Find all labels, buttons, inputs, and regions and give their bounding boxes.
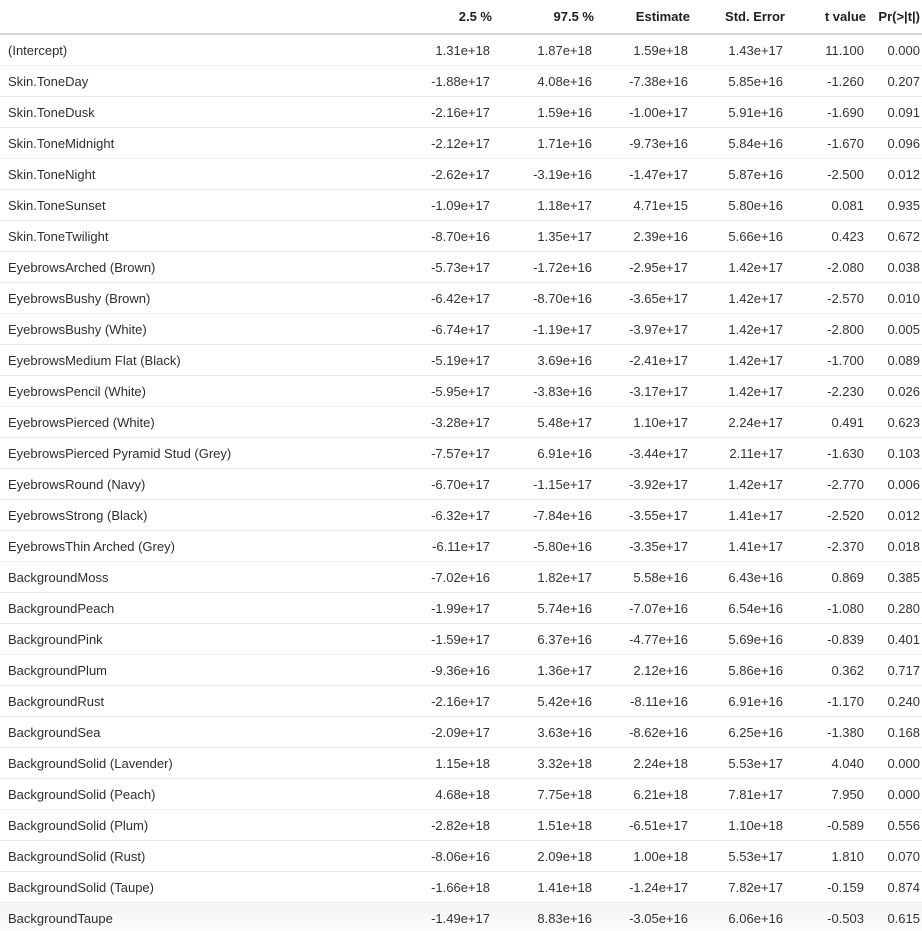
cell-estimate: 2.12e+16	[594, 655, 690, 686]
cell-t-value: -0.589	[785, 810, 866, 841]
cell-t-value: 0.869	[785, 562, 866, 593]
table-row[interactable]	[0, 66, 922, 97]
table-row[interactable]	[0, 779, 922, 810]
cell-ci-lower: -8.06e+16	[404, 841, 492, 872]
cell-p-value: 0.615	[866, 903, 922, 931]
cell-p-value: 0.000	[866, 748, 922, 779]
cell-estimate: -9.73e+16	[594, 128, 690, 159]
cell-ci-lower: -1.66e+18	[404, 872, 492, 903]
cell-p-value: 0.935	[866, 190, 922, 221]
table-row[interactable]	[0, 221, 922, 252]
cell-ci-upper: 6.37e+16	[492, 624, 594, 655]
cell-ci-lower: -1.59e+17	[404, 624, 492, 655]
table-row[interactable]	[0, 376, 922, 407]
cell-ci-lower: -5.19e+17	[404, 345, 492, 376]
table-row[interactable]	[0, 159, 922, 190]
cell-p-value: 0.207	[866, 66, 922, 97]
cell-t-value: 7.950	[785, 779, 866, 810]
cell-std-error: 5.91e+16	[690, 97, 785, 128]
cell-t-value: 0.423	[785, 221, 866, 252]
cell-t-value: 11.100	[785, 34, 866, 66]
cell-t-value: 0.362	[785, 655, 866, 686]
cell-ci-lower: -6.74e+17	[404, 314, 492, 345]
cell-std-error: 6.91e+16	[690, 686, 785, 717]
table-row[interactable]	[0, 345, 922, 376]
cell-estimate: 1.10e+17	[594, 407, 690, 438]
cell-p-value: 0.012	[866, 159, 922, 190]
cell-ci-lower: -1.88e+17	[404, 66, 492, 97]
cell-estimate: 1.59e+18	[594, 34, 690, 66]
cell-term: Skin.ToneNight	[0, 159, 404, 190]
table-row[interactable]	[0, 407, 922, 438]
cell-term: EyebrowsArched (Brown)	[0, 252, 404, 283]
cell-estimate: -7.07e+16	[594, 593, 690, 624]
cell-std-error: 1.42e+17	[690, 283, 785, 314]
cell-estimate: 2.39e+16	[594, 221, 690, 252]
cell-term: BackgroundTaupe	[0, 903, 404, 931]
cell-ci-lower: 4.68e+18	[404, 779, 492, 810]
cell-estimate: 5.58e+16	[594, 562, 690, 593]
cell-std-error: 5.86e+16	[690, 655, 785, 686]
cell-estimate: -2.41e+17	[594, 345, 690, 376]
cell-p-value: 0.385	[866, 562, 922, 593]
cell-t-value: -0.159	[785, 872, 866, 903]
cell-std-error: 1.41e+17	[690, 531, 785, 562]
cell-ci-upper: 1.82e+17	[492, 562, 594, 593]
cell-ci-lower: 1.15e+18	[404, 748, 492, 779]
cell-term: (Intercept)	[0, 34, 404, 66]
cell-ci-lower: -8.70e+16	[404, 221, 492, 252]
cell-estimate: 6.21e+18	[594, 779, 690, 810]
cell-std-error: 5.53e+17	[690, 841, 785, 872]
column-header-ci-lower[interactable]: 2.5 %	[404, 0, 492, 34]
cell-term: EyebrowsThin Arched (Grey)	[0, 531, 404, 562]
cell-p-value: 0.010	[866, 283, 922, 314]
cell-std-error: 5.69e+16	[690, 624, 785, 655]
cell-p-value: 0.006	[866, 469, 922, 500]
cell-estimate: -3.65e+17	[594, 283, 690, 314]
cell-ci-upper: 4.08e+16	[492, 66, 594, 97]
cell-std-error: 1.43e+17	[690, 34, 785, 66]
cell-term: BackgroundRust	[0, 686, 404, 717]
cell-ci-upper: 3.69e+16	[492, 345, 594, 376]
cell-std-error: 2.24e+17	[690, 407, 785, 438]
cell-term: EyebrowsRound (Navy)	[0, 469, 404, 500]
table-row[interactable]	[0, 748, 922, 779]
cell-estimate: 1.00e+18	[594, 841, 690, 872]
cell-p-value: 0.717	[866, 655, 922, 686]
cell-ci-upper: 1.35e+17	[492, 221, 594, 252]
cell-term: BackgroundMoss	[0, 562, 404, 593]
cell-ci-lower: -3.28e+17	[404, 407, 492, 438]
cell-p-value: 0.874	[866, 872, 922, 903]
cell-t-value: -1.170	[785, 686, 866, 717]
table-row[interactable]	[0, 34, 922, 66]
cell-estimate: -4.77e+16	[594, 624, 690, 655]
cell-std-error: 5.53e+17	[690, 748, 785, 779]
cell-ci-lower: -2.62e+17	[404, 159, 492, 190]
cell-std-error: 1.42e+17	[690, 376, 785, 407]
cell-ci-lower: -2.16e+17	[404, 686, 492, 717]
cell-std-error: 6.54e+16	[690, 593, 785, 624]
cell-ci-upper: -1.72e+16	[492, 252, 594, 283]
table-row[interactable]	[0, 283, 922, 314]
cell-t-value: 0.491	[785, 407, 866, 438]
cell-estimate: 2.24e+18	[594, 748, 690, 779]
table-row[interactable]	[0, 562, 922, 593]
cell-ci-lower: -2.09e+17	[404, 717, 492, 748]
cell-p-value: 0.401	[866, 624, 922, 655]
column-header-term[interactable]	[0, 0, 404, 34]
column-header-ci-upper[interactable]: 97.5 %	[492, 0, 594, 34]
cell-std-error: 2.11e+17	[690, 438, 785, 469]
cell-ci-lower: -9.36e+16	[404, 655, 492, 686]
cell-estimate: -1.24e+17	[594, 872, 690, 903]
cell-t-value: -2.570	[785, 283, 866, 314]
cell-p-value: 0.556	[866, 810, 922, 841]
cell-ci-lower: -6.11e+17	[404, 531, 492, 562]
cell-p-value: 0.280	[866, 593, 922, 624]
cell-ci-upper: 5.42e+16	[492, 686, 594, 717]
cell-t-value: -2.080	[785, 252, 866, 283]
cell-p-value: 0.012	[866, 500, 922, 531]
cell-term: BackgroundSolid (Peach)	[0, 779, 404, 810]
cell-ci-lower: -6.32e+17	[404, 500, 492, 531]
cell-ci-upper: 1.41e+18	[492, 872, 594, 903]
column-header-std-error[interactable]: Std. Error	[690, 0, 785, 34]
cell-p-value: 0.038	[866, 252, 922, 283]
table-body	[0, 34, 922, 931]
table-row[interactable]	[0, 500, 922, 531]
cell-term: EyebrowsMedium Flat (Black)	[0, 345, 404, 376]
cell-std-error: 1.42e+17	[690, 252, 785, 283]
table-header-row	[0, 0, 922, 34]
table-row[interactable]	[0, 717, 922, 748]
cell-estimate: -3.17e+17	[594, 376, 690, 407]
cell-estimate: -3.92e+17	[594, 469, 690, 500]
cell-p-value: 0.168	[866, 717, 922, 748]
cell-p-value: 0.103	[866, 438, 922, 469]
cell-p-value: 0.089	[866, 345, 922, 376]
cell-t-value: 4.040	[785, 748, 866, 779]
cell-term: EyebrowsStrong (Black)	[0, 500, 404, 531]
cell-estimate: -6.51e+17	[594, 810, 690, 841]
cell-ci-upper: 1.36e+17	[492, 655, 594, 686]
cell-t-value: -0.839	[785, 624, 866, 655]
cell-p-value: 0.672	[866, 221, 922, 252]
cell-t-value: -1.670	[785, 128, 866, 159]
cell-ci-upper: 1.18e+17	[492, 190, 594, 221]
cell-ci-upper: 2.09e+18	[492, 841, 594, 872]
cell-ci-lower: -5.95e+17	[404, 376, 492, 407]
cell-ci-upper: 3.63e+16	[492, 717, 594, 748]
cell-std-error: 1.41e+17	[690, 500, 785, 531]
cell-term: BackgroundPlum	[0, 655, 404, 686]
cell-t-value: -0.503	[785, 903, 866, 931]
cell-std-error: 5.66e+16	[690, 221, 785, 252]
cell-ci-upper: 1.59e+16	[492, 97, 594, 128]
cell-t-value: -1.690	[785, 97, 866, 128]
table-row[interactable]	[0, 810, 922, 841]
cell-term: BackgroundPink	[0, 624, 404, 655]
cell-t-value: 1.810	[785, 841, 866, 872]
cell-ci-lower: -2.82e+18	[404, 810, 492, 841]
cell-p-value: 0.005	[866, 314, 922, 345]
cell-p-value: 0.000	[866, 34, 922, 66]
cell-term: EyebrowsPierced Pyramid Stud (Grey)	[0, 438, 404, 469]
cell-term: BackgroundSolid (Rust)	[0, 841, 404, 872]
cell-std-error: 1.42e+17	[690, 345, 785, 376]
cell-term: BackgroundSolid (Plum)	[0, 810, 404, 841]
cell-ci-upper: -3.83e+16	[492, 376, 594, 407]
cell-std-error: 1.42e+17	[690, 314, 785, 345]
table-row[interactable]	[0, 314, 922, 345]
column-header-estimate[interactable]: Estimate	[594, 0, 690, 34]
table-row[interactable]	[0, 128, 922, 159]
cell-ci-upper: -8.70e+16	[492, 283, 594, 314]
table-row[interactable]	[0, 903, 922, 931]
cell-ci-lower: -7.57e+17	[404, 438, 492, 469]
column-header-t-value[interactable]: t value	[785, 0, 866, 34]
cell-t-value: -2.500	[785, 159, 866, 190]
cell-estimate: -8.62e+16	[594, 717, 690, 748]
cell-estimate: -3.55e+17	[594, 500, 690, 531]
cell-p-value: 0.018	[866, 531, 922, 562]
cell-ci-lower: -6.42e+17	[404, 283, 492, 314]
cell-estimate: 4.71e+15	[594, 190, 690, 221]
cell-t-value: -1.700	[785, 345, 866, 376]
table-row[interactable]	[0, 469, 922, 500]
cell-estimate: -3.35e+17	[594, 531, 690, 562]
cell-p-value: 0.096	[866, 128, 922, 159]
cell-ci-lower: -5.73e+17	[404, 252, 492, 283]
cell-std-error: 6.43e+16	[690, 562, 785, 593]
cell-std-error: 7.82e+17	[690, 872, 785, 903]
cell-t-value: -2.230	[785, 376, 866, 407]
table-row[interactable]	[0, 438, 922, 469]
cell-t-value: -1.630	[785, 438, 866, 469]
cell-t-value: -1.260	[785, 66, 866, 97]
cell-std-error: 7.81e+17	[690, 779, 785, 810]
table-row[interactable]	[0, 841, 922, 872]
table-row[interactable]	[0, 624, 922, 655]
cell-p-value: 0.000	[866, 779, 922, 810]
table-row[interactable]	[0, 97, 922, 128]
cell-ci-lower: -6.70e+17	[404, 469, 492, 500]
cell-ci-upper: 3.32e+18	[492, 748, 594, 779]
cell-term: Skin.ToneSunset	[0, 190, 404, 221]
cell-t-value: -1.380	[785, 717, 866, 748]
cell-ci-lower: -1.09e+17	[404, 190, 492, 221]
cell-t-value: 0.081	[785, 190, 866, 221]
cell-estimate: -1.47e+17	[594, 159, 690, 190]
cell-p-value: 0.091	[866, 97, 922, 128]
cell-term: EyebrowsPencil (White)	[0, 376, 404, 407]
cell-estimate: -2.95e+17	[594, 252, 690, 283]
cell-std-error: 5.84e+16	[690, 128, 785, 159]
cell-estimate: -7.38e+16	[594, 66, 690, 97]
cell-ci-lower: -1.99e+17	[404, 593, 492, 624]
cell-term: EyebrowsBushy (White)	[0, 314, 404, 345]
cell-ci-upper: 1.71e+16	[492, 128, 594, 159]
cell-ci-upper: -1.19e+17	[492, 314, 594, 345]
cell-t-value: -2.520	[785, 500, 866, 531]
table-header	[0, 0, 922, 34]
cell-ci-upper: 7.75e+18	[492, 779, 594, 810]
cell-term: Skin.ToneTwilight	[0, 221, 404, 252]
table-row[interactable]	[0, 686, 922, 717]
cell-ci-lower: -1.49e+17	[404, 903, 492, 931]
cell-ci-upper: 1.51e+18	[492, 810, 594, 841]
cell-term: BackgroundSolid (Taupe)	[0, 872, 404, 903]
cell-std-error: 5.85e+16	[690, 66, 785, 97]
cell-p-value: 0.070	[866, 841, 922, 872]
cell-ci-upper: -3.19e+16	[492, 159, 594, 190]
table-row[interactable]	[0, 872, 922, 903]
table-row[interactable]	[0, 190, 922, 221]
table-row[interactable]	[0, 531, 922, 562]
table-row[interactable]	[0, 252, 922, 283]
cell-ci-upper: -7.84e+16	[492, 500, 594, 531]
cell-term: BackgroundSolid (Lavender)	[0, 748, 404, 779]
cell-term: BackgroundSea	[0, 717, 404, 748]
cell-std-error: 1.42e+17	[690, 469, 785, 500]
cell-std-error: 5.87e+16	[690, 159, 785, 190]
cell-t-value: -2.770	[785, 469, 866, 500]
cell-ci-lower: -2.16e+17	[404, 97, 492, 128]
cell-p-value: 0.026	[866, 376, 922, 407]
column-header-p-value[interactable]: Pr(>|t|)	[866, 0, 922, 34]
cell-ci-upper: 1.87e+18	[492, 34, 594, 66]
cell-ci-upper: 5.48e+17	[492, 407, 594, 438]
table-row[interactable]	[0, 593, 922, 624]
cell-std-error: 5.80e+16	[690, 190, 785, 221]
cell-estimate: -3.44e+17	[594, 438, 690, 469]
cell-term: BackgroundPeach	[0, 593, 404, 624]
cell-std-error: 6.25e+16	[690, 717, 785, 748]
cell-term: Skin.ToneDay	[0, 66, 404, 97]
cell-term: Skin.ToneDusk	[0, 97, 404, 128]
cell-estimate: -3.05e+16	[594, 903, 690, 931]
cell-p-value: 0.240	[866, 686, 922, 717]
cell-term: Skin.ToneMidnight	[0, 128, 404, 159]
cell-estimate: -3.97e+17	[594, 314, 690, 345]
table-row[interactable]	[0, 655, 922, 686]
cell-estimate: -8.11e+16	[594, 686, 690, 717]
cell-term: EyebrowsPierced (White)	[0, 407, 404, 438]
cell-ci-upper: 8.83e+16	[492, 903, 594, 931]
cell-ci-lower: 1.31e+18	[404, 34, 492, 66]
cell-t-value: -1.080	[785, 593, 866, 624]
cell-ci-upper: -5.80e+16	[492, 531, 594, 562]
cell-std-error: 6.06e+16	[690, 903, 785, 931]
cell-ci-lower: -7.02e+16	[404, 562, 492, 593]
cell-ci-lower: -2.12e+17	[404, 128, 492, 159]
cell-ci-upper: 5.74e+16	[492, 593, 594, 624]
cell-ci-upper: 6.91e+16	[492, 438, 594, 469]
cell-ci-upper: -1.15e+17	[492, 469, 594, 500]
cell-std-error: 1.10e+18	[690, 810, 785, 841]
cell-t-value: -2.800	[785, 314, 866, 345]
cell-term: EyebrowsBushy (Brown)	[0, 283, 404, 314]
cell-t-value: -2.370	[785, 531, 866, 562]
cell-estimate: -1.00e+17	[594, 97, 690, 128]
cell-p-value: 0.623	[866, 407, 922, 438]
